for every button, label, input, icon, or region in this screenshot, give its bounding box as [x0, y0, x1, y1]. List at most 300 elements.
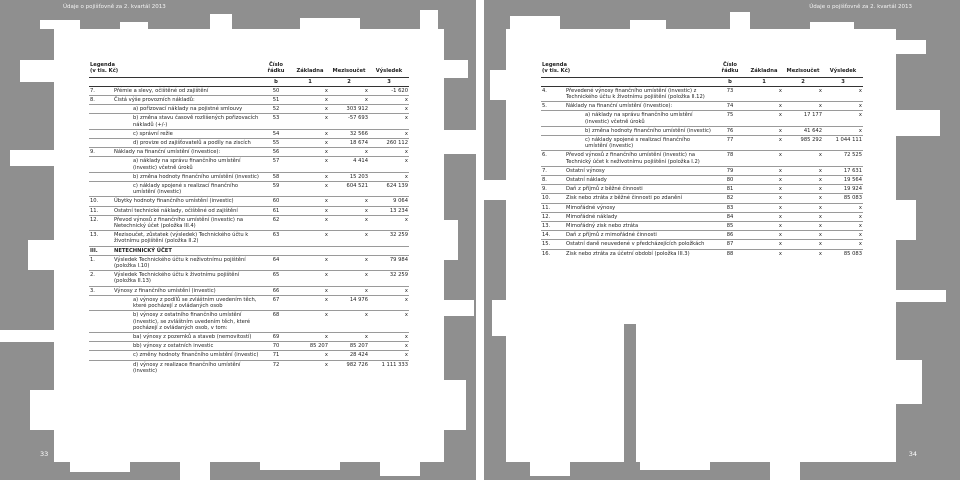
table-row [541, 102, 863, 111]
value-result: 85 083 [823, 249, 863, 258]
row-number: 8. [89, 96, 113, 105]
value-basis: x [745, 102, 783, 111]
row-number: 15. [541, 240, 565, 249]
unit-label: (v tis. Kč) [542, 68, 571, 75]
row-number [89, 311, 113, 333]
line-number: 86 [715, 231, 745, 240]
table-row [89, 96, 409, 105]
row-label: Výnosy z finančního umístění (investic) [113, 286, 261, 295]
row-number: 10. [541, 194, 565, 203]
value-subtotal: x [329, 231, 369, 246]
value-basis: x [745, 222, 783, 231]
value-subtotal: -57 693 [329, 114, 369, 129]
decor-block [180, 462, 210, 480]
table-row [89, 114, 409, 129]
legend-header [89, 61, 261, 77]
value-basis: x [291, 172, 329, 181]
col-index: 1 [291, 77, 329, 86]
decor-block [70, 462, 130, 472]
line-number: 70 [261, 342, 291, 351]
value-result: 72 525 [823, 151, 863, 166]
table-row [89, 255, 409, 270]
decor-column [624, 324, 636, 462]
value-basis: x [745, 151, 783, 166]
row-label: Náklady na finanční umístění (investice): [565, 102, 715, 111]
table-row [89, 332, 409, 341]
value-basis: x [745, 111, 783, 126]
value-subtotal: 28 424 [329, 351, 369, 360]
col-index: b [261, 77, 291, 86]
row-number: 13. [541, 222, 565, 231]
value-subtotal: 17 177 [783, 111, 823, 126]
decor-block [530, 462, 570, 476]
row-label: b) změna stavu časově rozlišených pořizovacích nákladů (+/-) [113, 114, 261, 129]
line-number: 81 [715, 185, 745, 194]
table-row [541, 240, 863, 249]
row-number [89, 360, 113, 375]
line-number: 59 [261, 182, 291, 197]
value-subtotal: x [329, 148, 369, 157]
table-row [541, 185, 863, 194]
line-number: 57 [261, 157, 291, 172]
row-label: Ostatní náklady [565, 176, 715, 185]
line-number: 51 [261, 96, 291, 105]
table-row [89, 360, 409, 375]
col-basis-header: Základna [750, 68, 778, 75]
page-gutter [476, 0, 484, 480]
line-number: 69 [261, 332, 291, 341]
value-basis: x [745, 249, 783, 258]
value-result: 19 924 [823, 185, 863, 194]
table-row [89, 286, 409, 295]
value-basis: x [291, 206, 329, 215]
row-label: Zisk nebo ztráta za účetní období (položka III.3) [565, 249, 715, 258]
value-subtotal: 985 292 [783, 136, 823, 151]
row-number [541, 136, 565, 151]
row-label: a) výnosy z podílů se zvláštním uvedením těch, které pocházejí z ovládaných osob [113, 295, 261, 310]
decor-block [30, 390, 54, 430]
line-number: 50 [261, 86, 291, 95]
value-basis: x [291, 157, 329, 172]
value-basis: x [745, 176, 783, 185]
value-basis: x [291, 114, 329, 129]
table-row [541, 194, 863, 203]
row-number: 13. [89, 231, 113, 246]
row-number [89, 332, 113, 341]
table-row [89, 105, 409, 114]
financial-table [541, 61, 863, 258]
line-number: 84 [715, 212, 745, 221]
table-row [89, 182, 409, 197]
value-basis: x [291, 148, 329, 157]
line-number: 68 [261, 311, 291, 333]
row-label: bb) výnosy z ostatních investic [113, 342, 261, 351]
row-number [541, 111, 565, 126]
table-row [89, 295, 409, 310]
value-subtotal: x [783, 151, 823, 166]
value-result: 1 111 333 [369, 360, 409, 375]
line-number [261, 246, 291, 255]
table-row [89, 129, 409, 138]
line-number: 64 [261, 255, 291, 270]
decor-block [210, 14, 232, 29]
value-basis: x [745, 86, 783, 101]
line-number: 61 [261, 206, 291, 215]
value-basis: x [291, 215, 329, 230]
value-result: x [369, 148, 409, 157]
value-subtotal: 85 207 [329, 342, 369, 351]
decor-block [120, 22, 148, 29]
col-index: 1 [745, 77, 783, 86]
value-subtotal: x [783, 185, 823, 194]
decor-block [770, 462, 800, 480]
value-result: x [369, 311, 409, 333]
table-row [89, 231, 409, 246]
value-basis: x [291, 332, 329, 341]
value-subtotal: x [783, 212, 823, 221]
line-number: 66 [261, 286, 291, 295]
table-row [89, 139, 409, 148]
row-label: Úbytky hodnoty finančního umístění (investic) [113, 197, 261, 206]
value-subtotal: 604 521 [329, 182, 369, 197]
line-number: 79 [715, 166, 745, 175]
value-basis: x [291, 286, 329, 295]
table-row [541, 222, 863, 231]
table-row [89, 148, 409, 157]
line-number: 58 [261, 172, 291, 181]
value-result: 260 112 [369, 139, 409, 148]
col-result-header: Výsledek [829, 68, 857, 75]
value-subtotal: x [783, 102, 823, 111]
decor-block [630, 20, 666, 29]
table-row [541, 126, 863, 135]
row-number [89, 105, 113, 114]
row-label: Mezisoučet, zůstatek (výsledek) Technického účtu k životnímu pojištění (položka II.2) [113, 231, 261, 246]
table-row [541, 166, 863, 175]
decor-block [896, 200, 916, 240]
financial-table [89, 61, 409, 375]
table-row [89, 197, 409, 206]
value-subtotal: x [783, 194, 823, 203]
table-row [89, 206, 409, 215]
decor-block [640, 462, 710, 470]
table-row [541, 249, 863, 258]
value-result: x [823, 240, 863, 249]
row-label: d) výnosy z realizace finančního umístění (investic) [113, 360, 261, 375]
decor-block [444, 380, 466, 430]
value-subtotal: 15 203 [329, 172, 369, 181]
row-label: Ostatní výnosy [565, 166, 715, 175]
value-subtotal: 32 566 [329, 129, 369, 138]
value-basis: x [291, 139, 329, 148]
table-row [541, 86, 863, 101]
value-result: x [823, 212, 863, 221]
row-number: 6. [541, 151, 565, 166]
value-result: 1 044 111 [823, 136, 863, 151]
value-result: x [369, 295, 409, 310]
row-label: a) náklady na správu finančního umístění (investic) včetně úroků [113, 157, 261, 172]
page-content [54, 29, 444, 462]
row-label: Mimořádný zisk nebo ztráta [565, 222, 715, 231]
row-number: III. [89, 246, 113, 255]
table-row [541, 231, 863, 240]
decor-block [420, 10, 438, 30]
value-basis: x [291, 182, 329, 197]
value-result: x [369, 96, 409, 105]
col-index: 2 [783, 77, 823, 86]
value-basis: x [291, 105, 329, 114]
value-subtotal: x [329, 332, 369, 341]
value-basis: x [291, 96, 329, 105]
row-label: Daň z příjmů z běžné činnosti [565, 185, 715, 194]
value-basis: x [291, 129, 329, 138]
decor-block [896, 360, 922, 404]
value-subtotal: x [329, 255, 369, 270]
decor-block [260, 462, 340, 470]
decor-block [810, 22, 854, 29]
decor-block [40, 20, 80, 29]
decor-block [510, 16, 560, 29]
running-head: Údaje o pojišťovně za 2. kvartál 2013 [809, 4, 912, 10]
value-result: 13 234 [369, 206, 409, 215]
col-index: 3 [823, 77, 863, 86]
row-number: 14. [541, 231, 565, 240]
value-basis [291, 246, 329, 255]
value-subtotal: 4 414 [329, 157, 369, 172]
row-number: 9. [89, 148, 113, 157]
row-number: 10. [89, 197, 113, 206]
line-number: 83 [715, 203, 745, 212]
value-basis: x [745, 240, 783, 249]
row-number [89, 157, 113, 172]
table-row [89, 246, 409, 255]
decor-block [444, 60, 468, 78]
row-number: 2. [89, 271, 113, 286]
decor-block [0, 330, 54, 342]
row-label: Náklady na finanční umístění (investice): [113, 148, 261, 157]
line-number: 63 [261, 231, 291, 246]
value-subtotal: x [783, 240, 823, 249]
row-label: Převod výnosů z finančního umístění (investic) na Technický účet k neživotnímu pojištění (položka I.2) [565, 151, 715, 166]
line-number: 82 [715, 194, 745, 203]
line-number: 53 [261, 114, 291, 129]
value-basis: x [745, 203, 783, 212]
value-result: 9 064 [369, 197, 409, 206]
col-result-header: Výsledek [375, 68, 403, 75]
table-row [89, 271, 409, 286]
line-number: 80 [715, 176, 745, 185]
row-number: 8. [541, 176, 565, 185]
value-subtotal: x [783, 166, 823, 175]
value-subtotal: x [783, 86, 823, 101]
value-basis: x [745, 126, 783, 135]
row-label: NETECHNICKÝ ÚČET [113, 246, 261, 255]
value-subtotal: 41 642 [783, 126, 823, 135]
decor-block [444, 300, 474, 316]
line-number: 55 [261, 139, 291, 148]
value-basis: x [291, 86, 329, 95]
row-number: 5. [541, 102, 565, 111]
value-basis: x [291, 351, 329, 360]
row-label: Výsledek Technického účtu k neživotnímu pojištění (položka I.10) [113, 255, 261, 270]
row-number: 7. [541, 166, 565, 175]
legend-label: Legenda [542, 62, 567, 68]
value-basis: x [291, 360, 329, 375]
page-number: 33 [40, 450, 49, 458]
col-subtotal-header: Mezisoučet [786, 68, 820, 75]
row-label: Mimořádné výnosy [565, 203, 715, 212]
line-number: 67 [261, 295, 291, 310]
value-basis: x [291, 271, 329, 286]
row-number [89, 172, 113, 181]
line-number: 73 [715, 86, 745, 101]
value-basis: x [745, 212, 783, 221]
row-number: 16. [541, 249, 565, 258]
value-subtotal: x [329, 86, 369, 95]
line-number: 65 [261, 271, 291, 286]
table-row [541, 111, 863, 126]
decor-block [380, 462, 420, 476]
row-number [89, 342, 113, 351]
line-number: 77 [715, 136, 745, 151]
value-subtotal: x [329, 311, 369, 333]
legend-header [541, 61, 715, 77]
col-index: b [715, 77, 745, 86]
line-number: 85 [715, 222, 745, 231]
line-number: 60 [261, 197, 291, 206]
value-result: 79 984 [369, 255, 409, 270]
value-result: x [369, 129, 409, 138]
row-number [89, 114, 113, 129]
value-result: x [369, 342, 409, 351]
decor-block [490, 70, 506, 100]
value-basis: x [291, 231, 329, 246]
row-label: c) náklady spojené s realizací finančního umístění (investic) [113, 182, 261, 197]
value-basis: x [291, 311, 329, 333]
value-result: x [823, 111, 863, 126]
col-subtotal-header: Mezisoučet [332, 68, 366, 75]
decor-block [300, 18, 360, 29]
row-number: 3. [89, 286, 113, 295]
row-label: c) změny hodnoty finančního umístění (investic) [113, 351, 261, 360]
table-row [541, 212, 863, 221]
line-number: 76 [715, 126, 745, 135]
value-basis: x [291, 197, 329, 206]
value-result: x [369, 215, 409, 230]
line-number: 52 [261, 105, 291, 114]
value-subtotal: x [783, 203, 823, 212]
decor-block [492, 300, 506, 336]
row-label: Převedené výnosy finančního umístění (investic) z Technického účtu k životnímu pojištění (položka II.12) [565, 86, 715, 101]
row-number: 12. [541, 212, 565, 221]
line-number: 87 [715, 240, 745, 249]
row-number [541, 126, 565, 135]
row-label: b) změna hodnoty finančního umístění (investic) [113, 172, 261, 181]
decor-block [896, 40, 926, 54]
row-label: Mimořádné náklady [565, 212, 715, 221]
row-label: c) správní režie [113, 129, 261, 138]
line-number: 72 [261, 360, 291, 375]
value-subtotal: x [329, 96, 369, 105]
row-number-header: Číslo řádku [721, 62, 739, 75]
value-subtotal: x [329, 215, 369, 230]
row-label: Převod výnosů z finančního umístění (investic) na Netechnický účet (položka III.4) [113, 215, 261, 230]
value-result: 32 259 [369, 271, 409, 286]
row-number: 11. [89, 206, 113, 215]
value-result: x [369, 351, 409, 360]
value-subtotal: 303 912 [329, 105, 369, 114]
row-label: b) změna hodnoty finančního umístění (investic) [565, 126, 715, 135]
value-result: 32 259 [369, 231, 409, 246]
value-result: x [369, 105, 409, 114]
table-row [541, 136, 863, 151]
decor-block [484, 180, 506, 200]
value-subtotal: 18 674 [329, 139, 369, 148]
row-number: 11. [541, 203, 565, 212]
table-row [89, 342, 409, 351]
row-label: Daň z příjmů z mimořádné činnosti [565, 231, 715, 240]
row-number: 1. [89, 255, 113, 270]
row-number: 4. [541, 86, 565, 101]
row-number [89, 139, 113, 148]
value-result: x [823, 231, 863, 240]
page-number: 34 [908, 450, 917, 458]
value-basis: x [745, 136, 783, 151]
table-row [89, 172, 409, 181]
line-number: 56 [261, 148, 291, 157]
row-label: Ostatní technické náklady, očištěné od zajištění [113, 206, 261, 215]
decor-block [28, 240, 54, 270]
decor-block [10, 150, 54, 166]
row-label: d) provize od zajišťovatelů a podíly na ziscích [113, 139, 261, 148]
table-row [89, 351, 409, 360]
row-label: c) náklady spojené s realizací finančního umístění (investic) [565, 136, 715, 151]
value-result: 624 139 [369, 182, 409, 197]
table-row [541, 151, 863, 166]
value-subtotal: x [329, 197, 369, 206]
legend-label: Legenda [90, 62, 115, 68]
row-label: b) výnosy z ostatního finančního umístění (investic), se zvláštním uvedením těch, které pocházejí z ovládaných osob, v tom: [113, 311, 261, 333]
row-label: a) náklady na správu finančního umístění (investic) včetně úroků [565, 111, 715, 126]
row-number [89, 295, 113, 310]
value-subtotal: 14 976 [329, 295, 369, 310]
value-result: x [369, 286, 409, 295]
value-result: x [823, 126, 863, 135]
table-row [89, 86, 409, 95]
row-label: Přémie a slevy, očištěné od zajištění [113, 86, 261, 95]
page-content [506, 29, 896, 462]
value-result: 17 631 [823, 166, 863, 175]
col-index: 3 [369, 77, 409, 86]
value-subtotal: x [329, 286, 369, 295]
value-result: x [369, 157, 409, 172]
value-result: x [823, 203, 863, 212]
value-basis: x [745, 166, 783, 175]
col-basis-header: Základna [296, 68, 324, 75]
value-subtotal: x [783, 222, 823, 231]
row-number: 7. [89, 86, 113, 95]
value-basis: x [745, 231, 783, 240]
row-label: Čistá výše provozních nákladů: [113, 96, 261, 105]
running-head: Údaje o pojišťovně za 2. kvartál 2013 [63, 4, 166, 10]
value-subtotal: x [783, 231, 823, 240]
table-row [89, 311, 409, 333]
value-subtotal: x [783, 249, 823, 258]
line-number: 75 [715, 111, 745, 126]
row-number [89, 182, 113, 197]
value-result: x [823, 222, 863, 231]
row-label: Výsledek Technického účtu k životnímu pojištění (položka II.13) [113, 271, 261, 286]
